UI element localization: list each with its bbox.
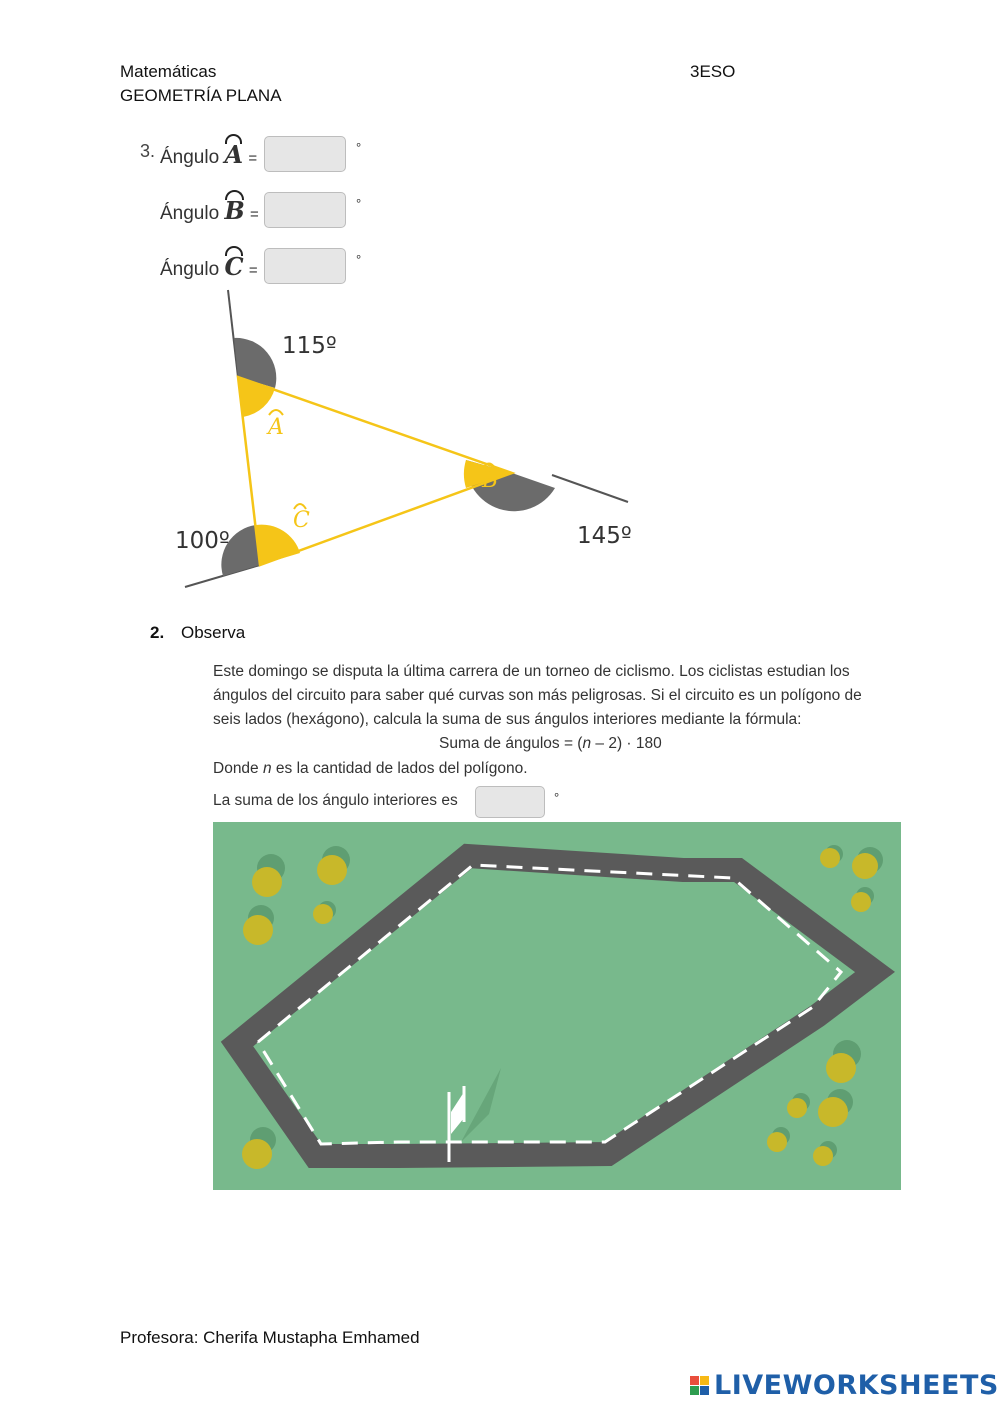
exercise2-line-1: Este domingo se disputa la última carrera de un torneo de ciclismo. Los ciclistas estudian los [213, 663, 850, 680]
exterior-label-b: 145º [577, 523, 632, 549]
exercise2-number: 2. [150, 623, 165, 642]
subject-label: Matemáticas [120, 62, 217, 81]
tree [243, 915, 273, 945]
tree [313, 904, 333, 924]
angle-c-row [160, 252, 258, 281]
angle-c-input[interactable] [264, 248, 346, 284]
angle-a-input[interactable] [264, 136, 346, 172]
tree [826, 1053, 856, 1083]
angle-prefix: Ángulo [160, 147, 220, 168]
exterior-label-c: 100º [175, 528, 230, 554]
triangle-diagram [170, 285, 640, 595]
liveworksheets-logo [690, 1370, 999, 1401]
exercise2-line-3: seis lados (hexágono), calcula la suma de sus ángulos interiores mediante la fórmula: [213, 711, 802, 728]
tree [252, 867, 282, 897]
interior-label-a: A [268, 415, 284, 440]
tree [818, 1097, 848, 1127]
tree [820, 848, 840, 868]
tree [852, 853, 878, 879]
tree [851, 892, 871, 912]
tree [813, 1146, 833, 1166]
angle-a-symbol: A [224, 140, 244, 169]
interior-label-b: B [482, 468, 499, 493]
circuit-illustration [213, 822, 901, 1190]
equals-sign: = [248, 150, 258, 167]
extension-line-b [552, 475, 628, 502]
tree [317, 855, 347, 885]
formula: Suma de ángulos = (n – 2) · 180 [439, 735, 662, 752]
degree-symbol: ° [356, 140, 362, 155]
teacher-credit: Profesora: Cherifa Mustapha Emhamed [120, 1328, 420, 1347]
angle-c-symbol: C [224, 252, 244, 281]
tree [242, 1139, 272, 1169]
exercise3-number [140, 141, 155, 163]
topic-label: GEOMETRÍA PLANA [120, 86, 282, 105]
angle-b-row [160, 196, 259, 225]
sum-answer-input[interactable] [475, 786, 545, 818]
degree-symbol: ° [356, 252, 362, 267]
degree-symbol: ° [554, 790, 560, 805]
equals-sign: = [250, 206, 259, 223]
degree-symbol: ° [356, 196, 362, 211]
course-label: 3ESO [690, 62, 736, 81]
sum-answer-label: La suma de los ángulo interiores es [213, 792, 458, 809]
tree [787, 1098, 807, 1118]
angle-prefix: Ángulo [160, 203, 220, 224]
angle-prefix: Ángulo [160, 259, 220, 280]
exterior-label-a: 115º [282, 333, 337, 359]
angle-b-input[interactable] [264, 192, 346, 228]
tree [767, 1132, 787, 1152]
interior-label-c: C [293, 508, 310, 533]
exercise-number: 3. [140, 141, 156, 161]
angle-b-symbol: B [224, 196, 245, 225]
exercise2-line-2: ángulos del circuito para saber qué curvas son más peligrosas. Si el circuito es un polígono de [213, 687, 862, 704]
angle-a-row [160, 140, 257, 169]
exercise2-title: Observa [181, 623, 246, 642]
extension-line-a [228, 290, 238, 377]
liveworksheets-brand: LIVEWORKSHEETS [714, 1370, 999, 1401]
formula-note: Donde n es la cantidad de lados del polígono. [213, 760, 528, 777]
equals-sign: = [248, 262, 258, 279]
liveworksheets-mark-icon [690, 1376, 710, 1396]
